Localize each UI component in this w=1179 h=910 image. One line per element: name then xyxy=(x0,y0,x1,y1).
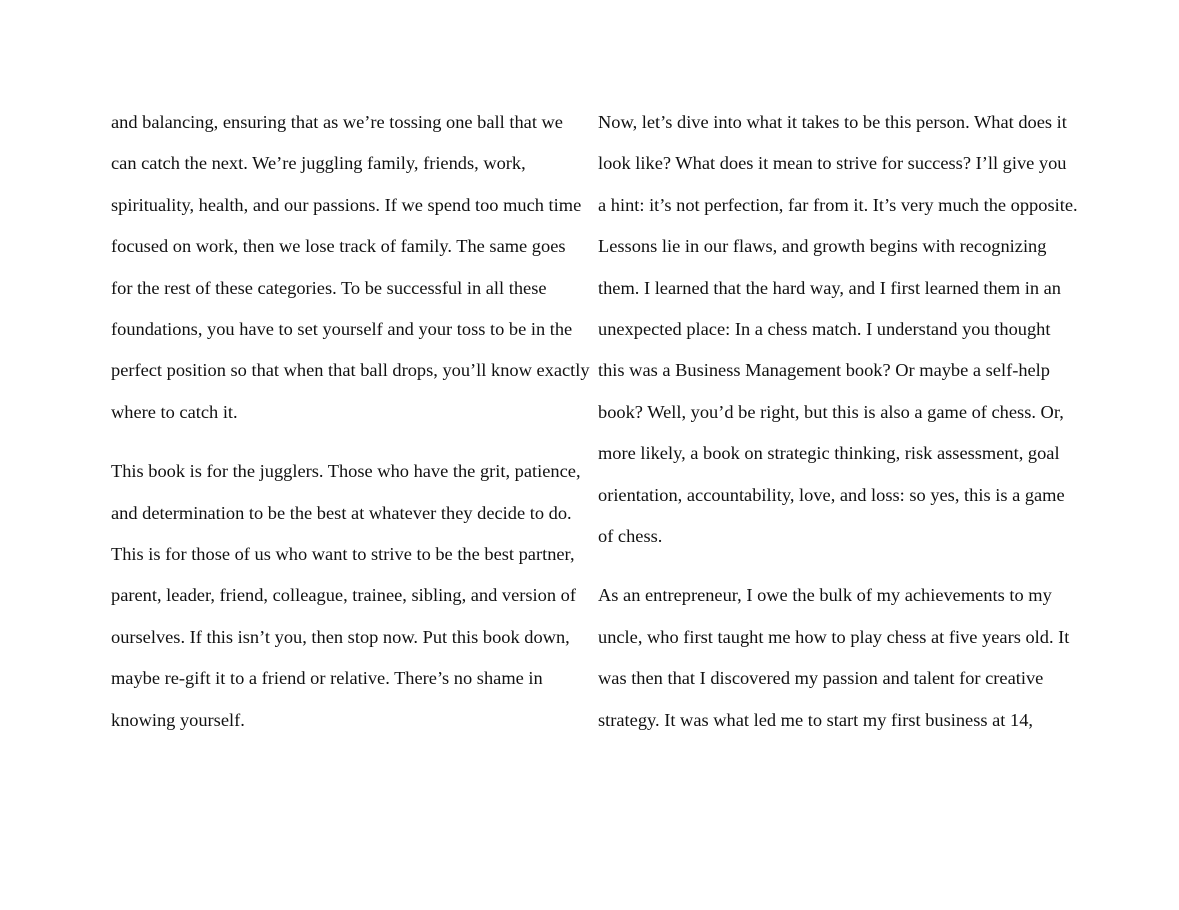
text-line: uncle, who first taught me how to play chess at five years old. It xyxy=(598,626,1070,647)
text-line: ourselves. If this isn’t you, then stop now. Put this book down, xyxy=(111,626,570,647)
text-line: where to catch it. xyxy=(111,401,238,422)
text-line: and determination to be the best at whatever they decide to do. xyxy=(111,502,572,523)
left-paragraph-1 xyxy=(111,102,589,433)
text-line: a hint: it’s not perfection, far from it. It’s very much the opposite. xyxy=(598,194,1078,215)
text-line: of chess. xyxy=(598,526,663,547)
text-line: As an entrepreneur, I owe the bulk of my achievements to my xyxy=(598,585,1052,606)
text-line: foundations, you have to set yourself and your toss to be in the xyxy=(111,319,573,340)
text-line: This book is for the jugglers. Those who have the grit, patience, xyxy=(111,461,581,482)
text-line: spirituality, health, and our passions. If we spend too much time xyxy=(111,194,582,215)
text-line: maybe re-gift it to a friend or relative. There’s no shame in xyxy=(111,668,543,689)
text-line: them. I learned that the hard way, and I first learned them in an xyxy=(598,277,1061,298)
text-line: Lessons lie in our flaws, and growth begins with recognizing xyxy=(598,236,1047,257)
text-line: knowing yourself. xyxy=(111,709,245,730)
text-line: orientation, accountability, love, and loss: so yes, this is a game xyxy=(598,484,1065,505)
right-page-text xyxy=(598,102,1076,741)
text-line: can catch the next. We’re juggling family, friends, work, xyxy=(111,153,526,174)
text-line: Now, let’s dive into what it takes to be this person. What does it xyxy=(598,112,1067,132)
text-line: book? Well, you’d be right, but this is also a game of chess. Or, xyxy=(598,401,1064,422)
left-page-text xyxy=(111,102,589,741)
text-line: perfect position so that when that ball drops, you’ll know exactly xyxy=(111,360,590,381)
right-paragraph-1 xyxy=(598,102,1076,557)
text-line: strategy. It was what led me to start my first business at 14, xyxy=(598,709,1033,730)
text-line: look like? What does it mean to strive for success? I’ll give you xyxy=(598,153,1067,174)
text-line: and balancing, ensuring that as we’re tossing one ball that we xyxy=(111,112,563,132)
text-line: more likely, a book on strategic thinking, risk assessment, goal xyxy=(598,443,1060,464)
right-paragraph-2 xyxy=(598,575,1076,741)
left-paragraph-2 xyxy=(111,451,589,741)
text-line: unexpected place: In a chess match. I understand you thought xyxy=(598,319,1051,340)
text-line: parent, leader, friend, colleague, trainee, sibling, and version of xyxy=(111,585,576,606)
text-line: for the rest of these categories. To be successful in all these xyxy=(111,277,547,298)
text-line: This is for those of us who want to strive to be the best partner, xyxy=(111,544,575,565)
text-line: this was a Business Management book? Or maybe a self-help xyxy=(598,360,1050,381)
text-line: focused on work, then we lose track of family. The same goes xyxy=(111,236,566,257)
text-line: was then that I discovered my passion and talent for creative xyxy=(598,668,1044,689)
